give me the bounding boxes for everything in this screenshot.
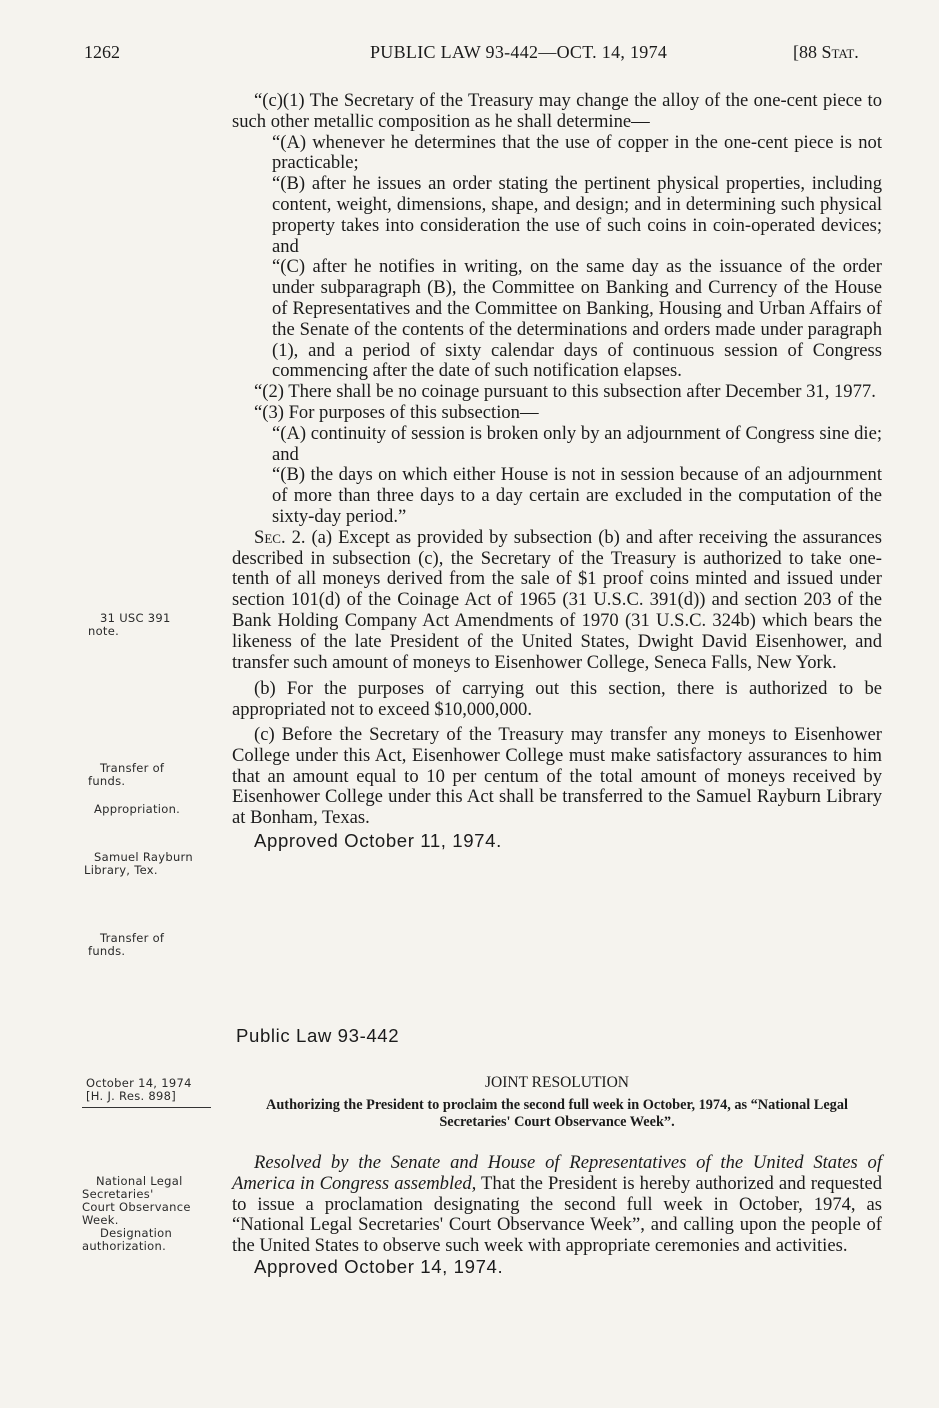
subsection-c1: “(c)(1) The Secretary of the Treasury may change the alloy of the one-cent piece to such other metallic composition as he shall determine— [232,90,882,132]
clause-b: “(B) after he issues an order stating the pertinent physical properties, including content, weight, dimensions, shape, and design; and in determining such physical property takes into consideration the use of such coins in coin-operated devices; and [272,173,882,257]
section-2b: (b) For the purposes of carrying out this section, there is authorized to be appropriated not to exceed $10,000,000. [232,678,882,721]
section-2a [232,528,882,674]
page-number: 1262 [84,42,120,62]
clause-a [232,133,882,175]
paragraph-3a: “(A) continuity of session is broken only by an adjournment of Congress sine die; and [272,422,882,465]
approved-date-1: Approved October 11, 1974. [254,829,502,851]
margin-note-week [82,1174,191,1253]
nl-line1: National Legal [96,1174,183,1188]
section-2a-text: 2. (a) Except as provided by subsection (b) and after receiving the assurances described in subsection (c), the Secretary of the Treasury is authorized to take one-tenth of all moneys derived from the sale of $1 proof coins minted and issued under section 101(d) of the Coinage Act of 1965 (31 U.S.C. 391(d)) and section 203 of the Bank Holding Company Act Amendments of 1970 (31 U.S.C. 324b) which bears the likeness of the late President of the United States, Dwight David Eisenhower, and transfer such amount of moneys to Eisenhower College, Seneca Falls, New York. [232,526,882,673]
resolution-body [232,1153,882,1278]
nl-line3: Court Observance [82,1200,191,1214]
law-date: October 14, 1974 [86,1076,192,1090]
hj-res: [H. J. Res. 898] [86,1089,177,1103]
clause-a-text: “(A) whenever he determines that the use of copper in the one-cent piece is not practicable; [272,131,882,174]
resolution-text [232,1153,882,1257]
margin-note-appropriation: Appropriation. [94,802,181,816]
margin-rule [82,1107,211,1108]
paragraph-3: “(3) For purposes of this subsection— [254,401,539,423]
des-line1: Designation [100,1226,173,1240]
paragraph-2: “(2) There shall be no coinage pursuant to this subsection after December 31, 1977. [254,381,876,403]
rayburn-line2: Library, Tex. [84,863,158,877]
rayburn-line1: Samuel Rayburn [94,850,193,864]
running-title: PUBLIC LAW 93-442—OCT. 14, 1974 [370,42,668,62]
section-2c: (c) Before the Secretary of the Treasury may transfer any moneys to Eisenhower College under this Act, Eisenhower College must make satisfactory assurances to him that an amount equal to 10 per centum of the total amount of moneys received by Eisenhower College under this Act shall be transferred to the Samuel Rayburn Library at Bonham, Texas. [232,723,882,829]
stat-prefix: [88 [793,42,822,62]
resolution-operative: That the President is hereby authorized and requested to issue a proclamation designating the second full week in October, 1974, as “National Legal Secretaries' Court Observance Week”, and calling upon the people of the United States to observe such week with appropriate ceremonies and activities. [232,1172,882,1257]
margin-note-usc [88,611,171,638]
usc-note: note. [88,624,120,638]
clause-c: “(C) after he notifies in writing, on the same day as the issuance of the order under subparagraph (B), the Committee on Banking and Currency of the House of Representatives and the Committee on Banking, Housing and Urban Affairs of the Senate of the contents of the determinations and orders made under paragraph (1), and a period of sixty calendar days of continuous session of Congress commencing after the date of such notification elapses. [272,256,882,382]
usc-cite: 31 USC 391 [100,611,171,625]
nl-line2: Secretaries' [82,1187,154,1201]
stat-label: Stat. [821,42,859,62]
transfer1-line2: funds. [88,774,126,788]
approved-date-2: Approved October 14, 1974. [254,1255,504,1277]
margin-note-date [86,1077,192,1103]
transfer2-line1: Transfer of [100,931,165,945]
margin-note-rayburn [84,850,193,877]
transfer1-line1: Transfer of [100,761,165,775]
transfer2-line2: funds. [88,944,126,958]
statute-volume [793,42,859,63]
act-body [232,91,882,852]
margin-note-transfer-1 [88,761,165,788]
resolution-purpose: Authorizing the President to proclaim the second full week in October, 1974, as “National Legal Secretaries' Court Observance Week”. [266,1097,848,1130]
joint-resolution-title: JOINT RESOLUTION [485,1074,629,1091]
sec-label: Sec. [254,526,286,548]
resolving-clause: Resolved by the Senate and House of Representatives of the United States of America in Congress assembled, [232,1152,882,1194]
des-line2: authorization. [82,1239,167,1253]
paragraph-3b: “(B) the days on which either House is not in session because of an adjournment of more than three days to a day certain are excluded in the computation of the sixty-day period.” [272,464,882,527]
law-number: Public Law 93-442 [236,1025,400,1046]
margin-note-transfer-2 [88,931,165,958]
nl-line4: Week. [82,1213,119,1227]
public-law-heading [236,1026,886,1048]
